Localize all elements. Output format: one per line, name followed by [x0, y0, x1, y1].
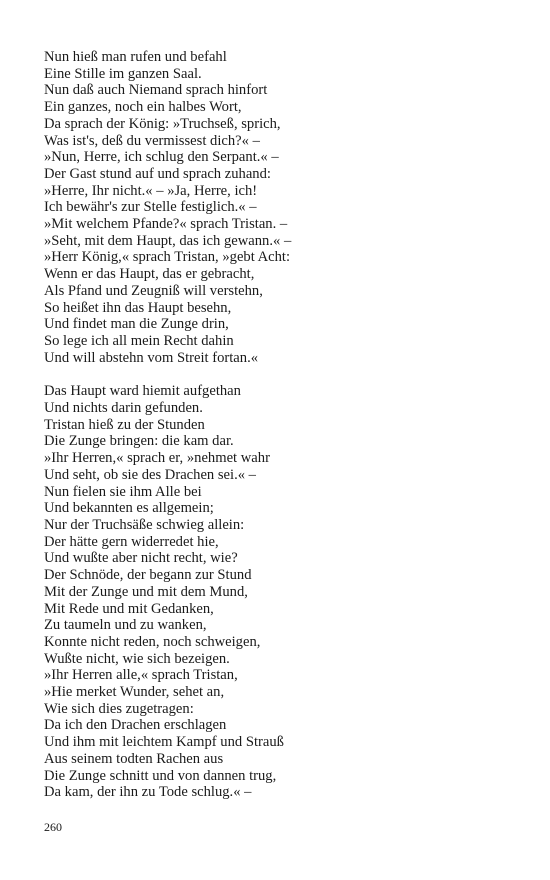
verse-line: Tristan hieß zu der Stunden — [44, 416, 205, 433]
verse-line: Nun hieß man rufen und befahl — [44, 49, 227, 65]
page-number: 260 — [44, 820, 62, 834]
verse-line: Nun daß auch Niemand sprach hinfort — [44, 82, 268, 99]
verse-line: Zu taumeln und zu wanken, — [44, 617, 207, 634]
verse-line: Ein ganzes, noch ein halbes Wort, — [44, 99, 242, 116]
verse-line: »Seht, mit dem Haupt, das ich gewann.« – — [44, 232, 292, 249]
verse-line: »Mit welchem Pfande?« sprach Tristan. – — [44, 216, 288, 233]
verse-line: Der hätte gern widerredet hie, — [44, 533, 219, 550]
verse-line: Konnte nicht reden, noch schweigen, — [44, 633, 261, 650]
verse-line: Die Zunge schnitt und von dannen trug, — [44, 767, 277, 784]
verse-line: Und wußte aber nicht recht, wie? — [44, 550, 238, 567]
verse-line: So lege ich all mein Recht dahin — [44, 332, 234, 349]
poem-text — [44, 49, 514, 801]
verse-line: Da sprach der König: »Truchseß, sprich, — [44, 115, 281, 132]
verse-line: Mit der Zunge und mit dem Mund, — [44, 583, 248, 600]
verse-line: »Ihr Herren,« sprach er, »nehmet wahr — [44, 450, 270, 467]
verse-line: So heißet ihn das Haupt besehn, — [44, 299, 232, 316]
verse-line: Nun fielen sie ihm Alle bei — [44, 483, 202, 500]
verse-line: Und bekannten es allgemein; — [44, 500, 214, 517]
verse-line: Und findet man die Zunge drin, — [44, 316, 229, 333]
verse-line: Und will abstehn vom Streit fortan.« — [44, 349, 259, 366]
verse-line: Eine Stille im ganzen Saal. — [44, 65, 202, 82]
stanza-2 — [44, 383, 514, 801]
verse-line: Die Zunge bringen: die kam dar. — [44, 433, 234, 450]
verse-line: Wie sich dies zugetragen: — [44, 700, 194, 717]
verse-line: Der Schnöde, der begann zur Stund — [44, 567, 252, 584]
verse-line: Und nichts darin gefunden. — [44, 400, 203, 417]
verse-line: Der Gast stund auf und sprach zuhand: — [44, 165, 271, 182]
verse-line: Und ihm mit leichtem Kampf und Strauß — [44, 734, 284, 751]
verse-line: Wußte nicht, wie sich bezeigen. — [44, 650, 230, 667]
verse-line: Als Pfand und Zeugniß will verstehn, — [44, 282, 263, 299]
verse-line: Ich bewähr's zur Stelle festiglich.« – — [44, 199, 257, 216]
verse-line: Da kam, der ihn zu Tode schlug.« – — [44, 784, 252, 801]
verse-line: Nur der Truchsäße schwieg allein: — [44, 516, 245, 533]
verse-line: Und seht, ob sie des Drachen sei.« – — [44, 466, 256, 483]
verse-line: Da ich den Drachen erschlagen — [44, 717, 227, 734]
verse-line: »Nun, Herre, ich schlug den Serpant.« – — [44, 149, 279, 166]
verse-line: »Herre, Ihr nicht.« – »Ja, Herre, ich! — [44, 182, 258, 199]
verse-line: »Herr König,« sprach Tristan, »gebt Acht: — [44, 249, 291, 266]
verse-line: »Hie merket Wunder, sehet an, — [44, 684, 225, 701]
verse-line: »Ihr Herren alle,« sprach Tristan, — [44, 667, 238, 684]
verse-line: Mit Rede und mit Gedanken, — [44, 600, 214, 617]
verse-line: Das Haupt ward hiemit aufgethan — [44, 383, 241, 400]
verse-line: Aus seinem todten Rachen aus — [44, 750, 224, 767]
stanza-1 — [44, 49, 514, 366]
verse-line: Was ist's, deß du vermissest dich?« – — [44, 132, 260, 149]
verse-line: Wenn er das Haupt, das er gebracht, — [44, 266, 255, 283]
